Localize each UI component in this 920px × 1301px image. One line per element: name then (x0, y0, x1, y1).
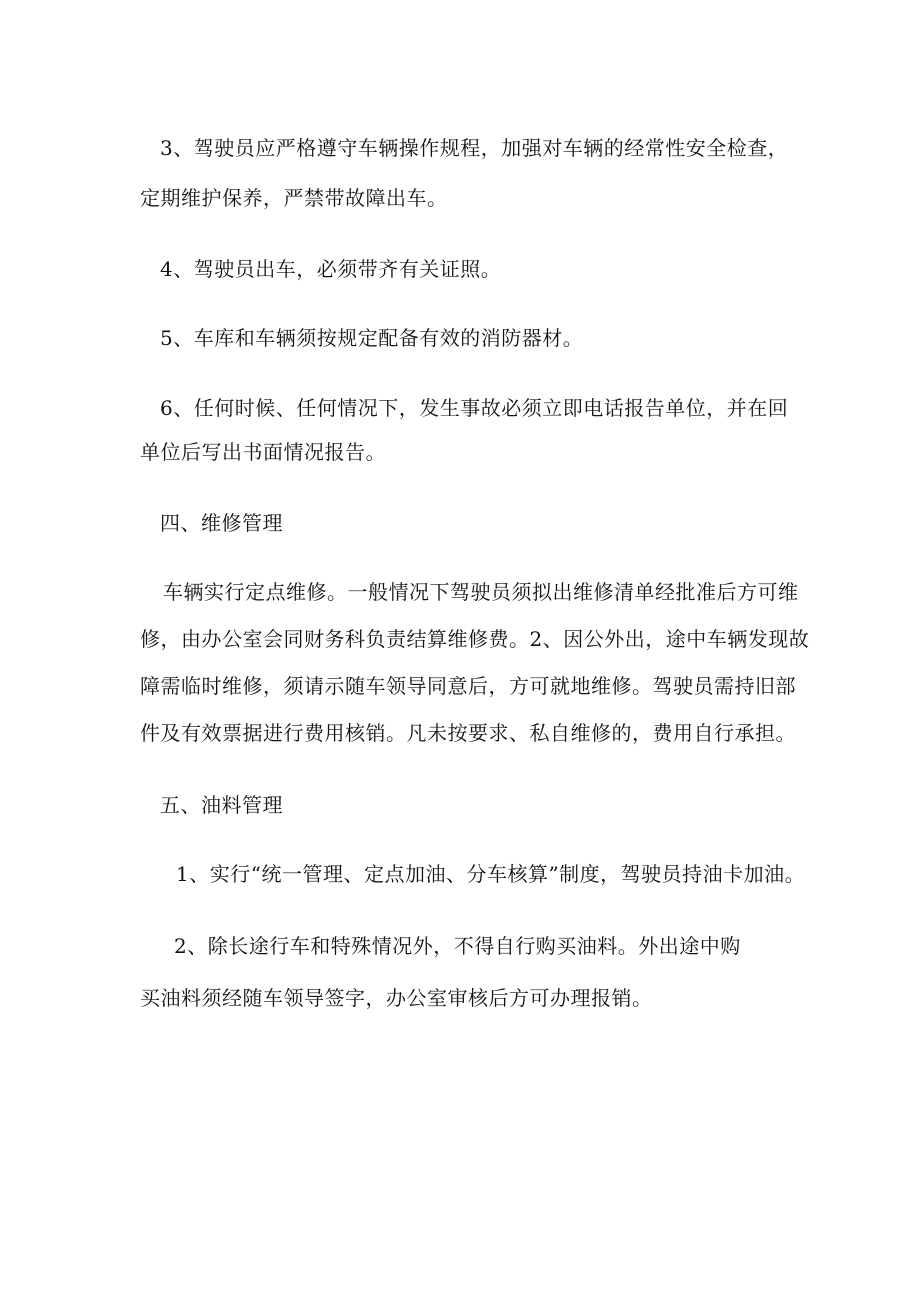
item-4-line-1: 4、驾驶员出车，必须带齐有关证照。 (160, 257, 502, 281)
section-5-heading: 五、油料管理 (160, 793, 283, 817)
fuel-item-1-line-1: 1、实行“统一管理、定点加油、分车核算”制度，驾驶员持油卡加油。 (176, 862, 806, 886)
fuel-item-2-line-1: 2、除长途行车和特殊情况外，不得自行购买油料。外出途中购 (174, 934, 741, 958)
fuel-item-2-line-2: 买油料须经随车领导签字，办公室审核后方可办理报销。 (140, 986, 653, 1010)
item-6-line-2: 单位后写出书面情况报告。 (140, 440, 386, 464)
item-6-line-1: 6、任何时候、任何情况下，发生事故必须立即电话报告单位，并在回 (160, 396, 789, 420)
item-3-line-2: 定期维护保养，严禁带故障出车。 (140, 186, 448, 210)
maintenance-para-line-4: 件及有效票据进行费用核销。凡未按要求、私自维修的，费用自行承担。 (140, 721, 796, 745)
item-3-line-1: 3、驾驶员应严格遵守车辆操作规程，加强对车辆的经常性安全检查， (160, 136, 789, 160)
maintenance-para-line-3: 障需临时维修，须请示随车领导同意后，方可就地维修。驾驶员需持旧部 (140, 674, 796, 698)
item-5-line-1: 5、车库和车辆须按规定配备有效的消防器材。 (160, 326, 584, 350)
maintenance-para-line-1: 车辆实行定点维修。一般情况下驾驶员须拟出维修清单经批准后方可维 (163, 580, 799, 604)
maintenance-para-line-2: 修，由办公室会同财务科负责结算维修费。2、因公外出，途中车辆发现故 (140, 627, 810, 651)
section-4-heading: 四、维修管理 (160, 511, 283, 535)
